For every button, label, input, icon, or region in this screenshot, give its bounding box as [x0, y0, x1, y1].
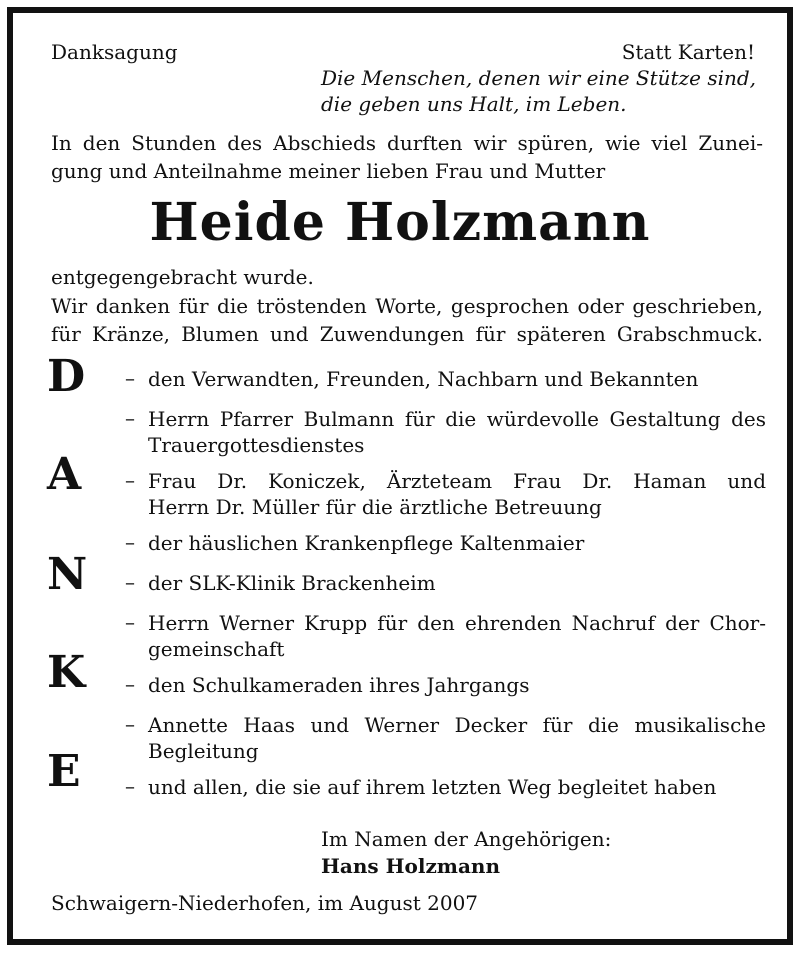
- thanks-item-line: den Schulkameraden ihres Jahrgangs: [148, 673, 530, 697]
- intro-line-2: gung und Anteilnahme meiner lieben Frau und Mutter: [51, 159, 606, 183]
- thanks-item-line: Frau Dr. Koniczek, Ärzteteam Frau Dr. Haman und: [148, 469, 766, 493]
- notice-frame: [7, 7, 793, 945]
- thanks-item-line: Begleitung: [148, 739, 259, 763]
- intro-line-1: In den Stunden des Abschieds durften wir spüren, wie viel Zunei-: [51, 131, 763, 155]
- signature-name: Hans Holzmann: [321, 854, 501, 878]
- dash-bullet: –: [125, 672, 135, 696]
- dash-bullet: –: [125, 468, 135, 492]
- thanks-item-line: Annette Haas und Werner Decker für die musikalische: [148, 713, 766, 737]
- dash-bullet: –: [125, 366, 135, 390]
- thanks-item-line: und allen, die sie auf ihrem letzten Weg begleitet haben: [148, 775, 717, 799]
- dash-bullet: –: [125, 406, 135, 430]
- header-left: Danksagung: [51, 40, 178, 64]
- dash-bullet: –: [125, 774, 135, 798]
- dash-bullet: –: [125, 570, 135, 594]
- danke-letter-n: N: [47, 549, 88, 600]
- danke-letter-k: K: [47, 647, 86, 698]
- signature-prefix: Im Namen der Angehörigen:: [321, 827, 612, 851]
- danke-letter-d: D: [47, 351, 86, 402]
- danke-letter-a: A: [47, 449, 82, 500]
- deceased-name: Heide Holzmann: [149, 192, 651, 253]
- thanks-item-line: Trauergottesdienstes: [148, 433, 365, 457]
- place-date: Schwaigern-Niederhofen, im August 2007: [51, 891, 479, 915]
- thanks-item-line: Herrn Dr. Müller für die ärztliche Betreuung: [148, 495, 602, 519]
- dash-bullet: –: [125, 610, 135, 634]
- after-name-line-3: für Kränze, Blumen und Zuwendungen für späteren Grabschmuck.: [51, 322, 763, 346]
- thanks-item-line: Herrn Werner Krupp für den ehrenden Nachruf der Chor-: [148, 611, 766, 635]
- dash-bullet: –: [125, 530, 135, 554]
- thanks-item-line: der häuslichen Krankenpflege Kaltenmaier: [148, 531, 585, 555]
- after-name-line-2: Wir danken für die tröstenden Worte, gesprochen oder geschrieben,: [51, 294, 763, 318]
- header-right: Statt Karten!: [621, 40, 755, 64]
- thanks-item-line: der SLK-Klinik Brackenheim: [148, 571, 436, 595]
- thanks-item-line: gemeinschaft: [148, 637, 285, 661]
- quote-line-2: die geben uns Halt, im Leben.: [321, 92, 627, 116]
- danke-letter-e: E: [47, 746, 81, 797]
- dash-bullet: –: [125, 712, 135, 736]
- thanks-item-line: den Verwandten, Freunden, Nachbarn und Bekannten: [148, 367, 699, 391]
- quote-line-1: Die Menschen, denen wir eine Stütze sind,: [321, 66, 757, 90]
- after-name-line-1: entgegengebracht wurde.: [51, 265, 314, 289]
- thanks-item-line: Herrn Pfarrer Bulmann für die würdevolle Gestaltung des: [148, 407, 766, 431]
